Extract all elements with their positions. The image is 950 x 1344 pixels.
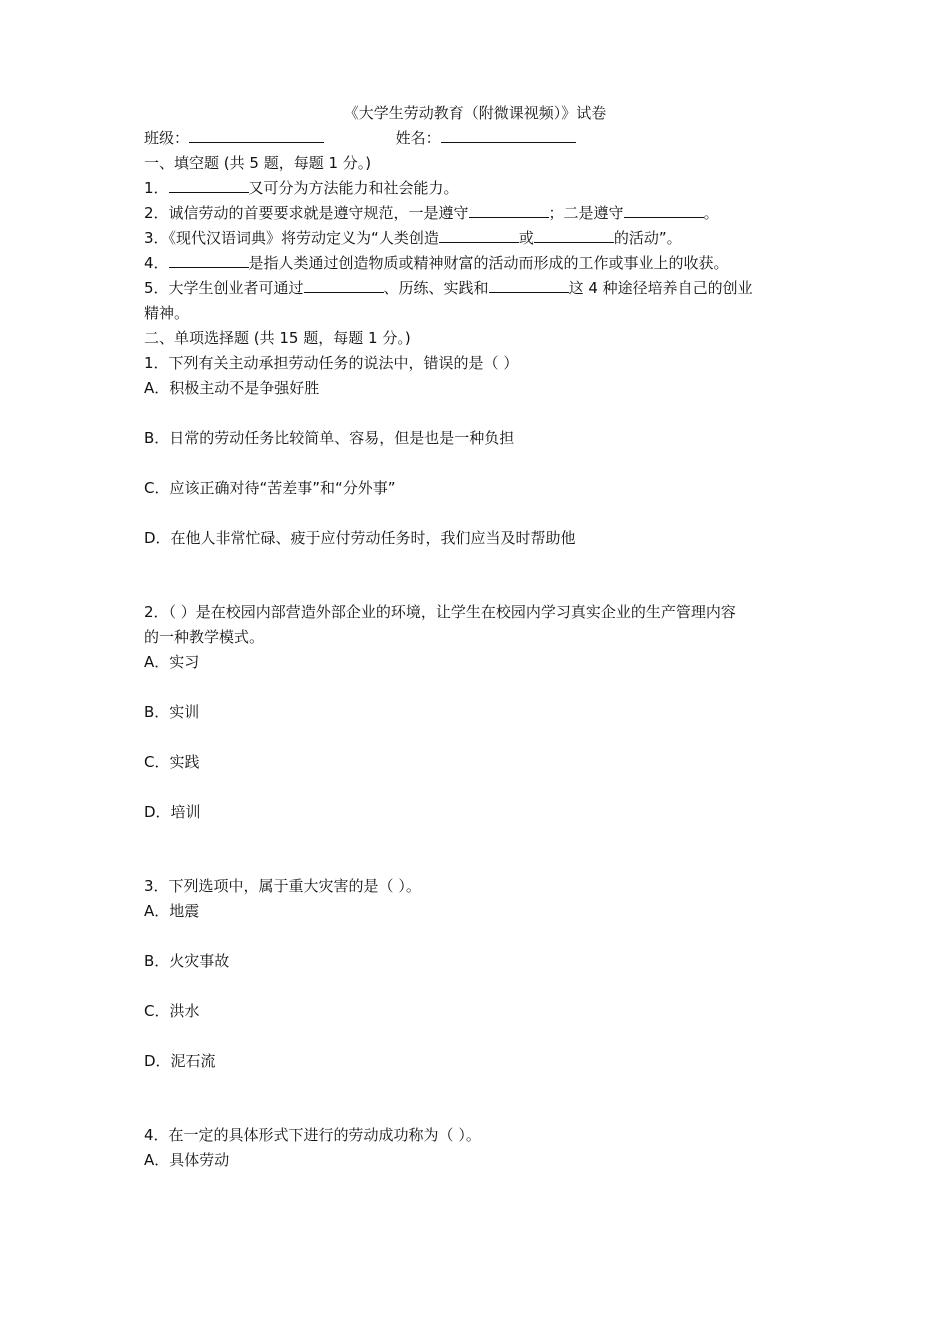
- fill-q5-blank2: [489, 278, 569, 293]
- section2-heading: 二、单项选择题 (共 15 题，每题 1 分。): [144, 329, 411, 347]
- choice-q1-option-d: D．在他人非常忙碌、疲于应付劳动任务时，我们应当及时帮助他: [144, 529, 576, 547]
- choice-q2-option-c: C．实践: [144, 753, 200, 771]
- fill-q5: [144, 278, 753, 298]
- choice-q2-stem: 2．（ ）是在校园内部营造外部企业的环境，让学生在校园内学习真实企业的生产管理内容: [144, 603, 736, 621]
- choice-q3-stem: 3．下列选项中，属于重大灾害的是（ ）。: [144, 877, 421, 895]
- choice-q3-option-d: D．泥石流: [144, 1052, 216, 1070]
- choice-q2-option-b: B．实训: [144, 703, 200, 721]
- fill-q1-number: 1．: [144, 179, 169, 197]
- choice-q3-option-a: A．地震: [144, 902, 200, 920]
- choice-q2-option-a: A．实习: [144, 653, 200, 671]
- choice-q3-option-c: C．洪水: [144, 1002, 200, 1020]
- name-blank: [441, 128, 576, 143]
- fill-q5-blank1: [304, 278, 384, 293]
- section1-heading: 一、填空题 (共 5 题，每题 1 分。): [144, 154, 372, 172]
- header-fields: [144, 128, 576, 148]
- fill-q3-text-a: 3．《现代汉语词典》将劳动定义为“人类创造: [144, 229, 439, 247]
- fill-q3-text-c: 的活动”。: [613, 229, 682, 247]
- class-label: 班级：: [144, 129, 190, 147]
- fill-q1: [144, 178, 459, 198]
- choice-q4-stem: 4．在一定的具体形式下进行的劳动成功称为（ ）。: [144, 1126, 481, 1144]
- fill-q1-text: 又可分为方法能力和社会能力。: [248, 179, 459, 197]
- choice-q1-option-c: C．应该正确对待“苦差事”和“分外事”: [144, 479, 396, 497]
- fill-q2-blank1: [469, 203, 549, 218]
- fill-q3-blank1: [439, 228, 519, 243]
- choice-q1-option-a: A．积极主动不是争强好胜: [144, 379, 320, 397]
- name-label: 姓名：: [395, 129, 441, 147]
- fill-q2-blank2: [624, 203, 704, 218]
- fill-q3-blank2: [534, 228, 614, 243]
- fill-q5-text-b: 、历练、实践和: [383, 279, 489, 297]
- fill-q2-text-b: ；二是遵守: [548, 204, 624, 222]
- class-blank: [189, 128, 324, 143]
- fill-q4: [144, 253, 729, 273]
- exam-title: 《大学生劳动教育（附微课视频）》试卷: [343, 104, 607, 122]
- fill-q5-text-a: 5．大学生创业者可通过: [144, 279, 304, 297]
- choice-q2-option-d: D．培训: [144, 803, 201, 821]
- fill-q3: [144, 228, 682, 248]
- fill-q2: [144, 203, 719, 223]
- fill-q4-blank: [169, 253, 249, 268]
- fill-q5-text-c: 这 4 种途径培养自己的创业: [568, 279, 753, 297]
- fill-q5-continuation: 精神。: [144, 304, 190, 322]
- fill-q2-text-a: 2．诚信劳动的首要要求就是遵守规范，一是遵守: [144, 204, 469, 222]
- fill-q2-text-c: 。: [703, 204, 719, 222]
- choice-q3-option-b: B．火灾事故: [144, 952, 230, 970]
- fill-q4-text: 是指人类通过创造物质或精神财富的活动而形成的工作或事业上的收获。: [248, 254, 729, 272]
- choice-q4-option-a: A．具体劳动: [144, 1151, 230, 1169]
- choice-q1-option-b: B．日常的劳动任务比较简单、容易，但是也是一种负担: [144, 429, 515, 447]
- choice-q2-stem-continuation: 的一种教学模式。: [144, 628, 265, 646]
- fill-q3-text-b: 或: [518, 229, 534, 247]
- choice-q1-stem: 1．下列有关主动承担劳动任务的说法中，错误的是（ ）: [144, 354, 519, 372]
- fill-q1-blank: [169, 178, 249, 193]
- fill-q4-number: 4．: [144, 254, 169, 272]
